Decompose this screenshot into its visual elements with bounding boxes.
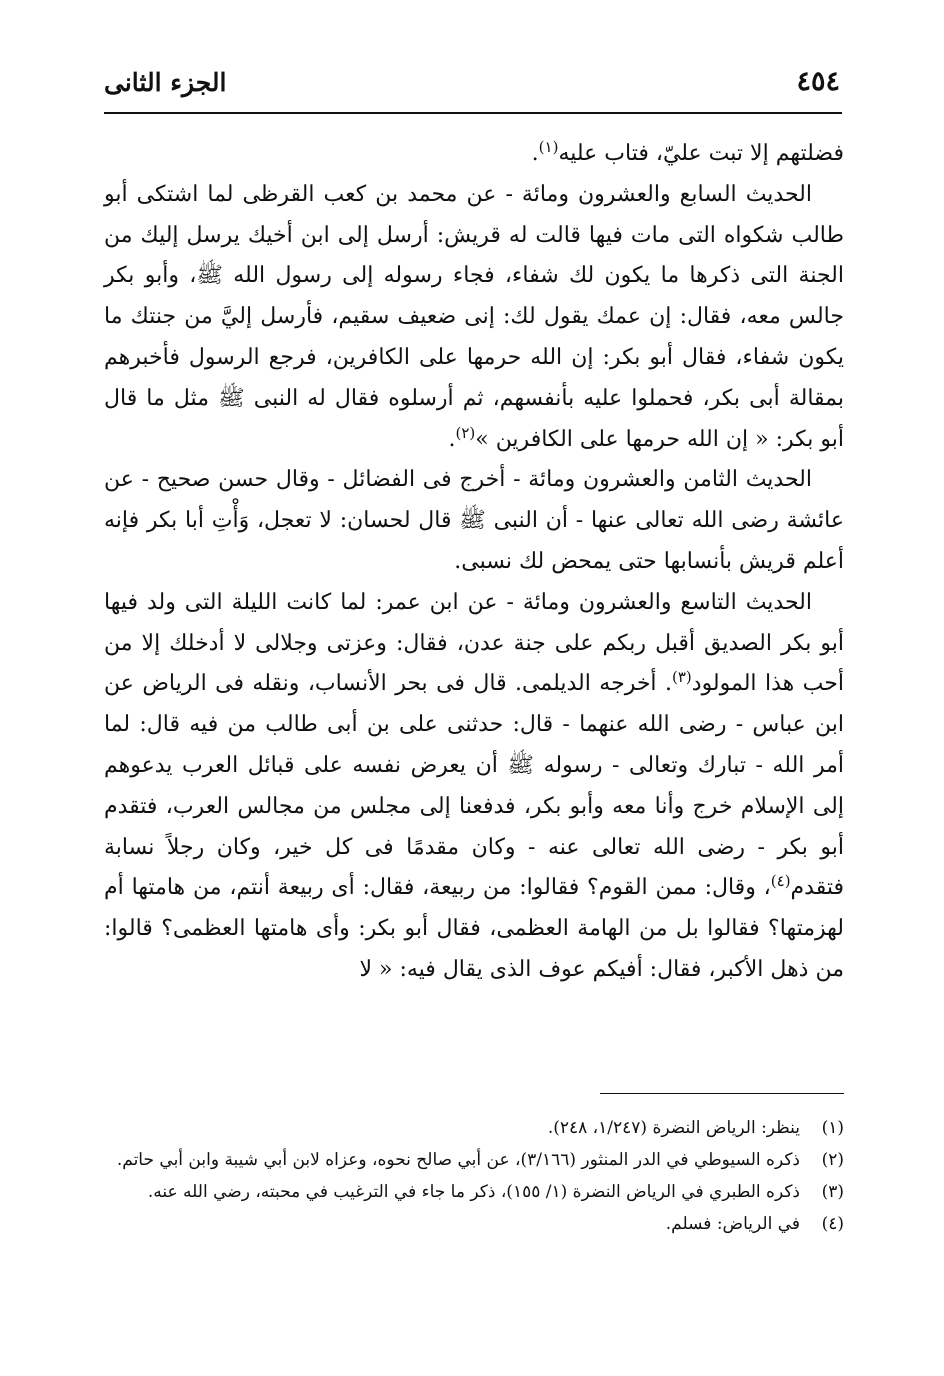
footnote-number: (١) <box>821 1118 844 1138</box>
footnote-text: في الرياض: فسلم. <box>665 1214 800 1234</box>
main-text <box>104 134 844 991</box>
paragraph-2-text: الحديث السابع والعشرون ومائة - عن محمد بن كعب القرظى لما اشتكى أبو طالب شكواه التى مات فيها قالت له قريش: أرسل إلى ابن أخيك يرسل إليك من الجنة التى ذكرها ما يكون لك شفاء، فجاء رسوله إلى رسول الله ﷺ، وأبو بكر جالس معه، فقال: إن عمك يقول لك: إنى ضعيف سقيم، فأرسل إليَّ من جنتك ما يكون شفاء، فقال أبو بكر: إن الله حرمها على الكافرين، فرجع الرسول فأخبرهم بمقالة أبى بكر، فحملوا عليه بأنفسهم، ثم أرسلوه فقال له النبى ﷺ مثل ما قال أبو بكر: « إن الله حرمها على الكافرين » <box>104 181 844 452</box>
footnote-ref-2[interactable]: (٢) <box>455 423 476 442</box>
header-rule <box>104 112 842 114</box>
footnotes <box>104 1112 844 1240</box>
part-title: الجزء الثانى <box>104 68 227 97</box>
paragraph-4-text-b: . أخرجه الديلمى. قال فى بحر الأنساب، ونقله فى الرياض عن ابن عباس - رضى الله عنهما - قال: حدثنى على بن أبى طالب من فيه قال: لما أمر الله - تبارك وتعالى - رسوله ﷺ أن يعرض نفسه على قبائل العرب يدعوهم إلى الإسلام خرج وأنا معه وأبو بكر، فدفعنا إلى مجلس من مجالس العرب، فتقدم أبو بكر - رضى الله تعالى عنه - وكان مقدمًا فى كل خير، وكان رجلاً نسابة فتقدم <box>104 671 844 901</box>
footnote-separator <box>600 1093 844 1094</box>
footnote-3 <box>104 1176 844 1208</box>
paragraph-4-text-a: الحديث التاسع والعشرون ومائة - عن ابن عمر: لما كانت الليلة التى ولد فيها أبو بكر الصديق أقبل ربكم على جنة عدن، فقال: وعزتى وجلالى لا أدخلك إلا من أحب هذا المولود <box>104 589 844 697</box>
page-number: ٤٥٤ <box>796 66 840 97</box>
paragraph-4 <box>104 583 844 991</box>
paragraph-3: الحديث الثامن والعشرون ومائة - أخرج فى الفضائل - وقال حسن صحيح - عن عائشة رضى الله تعالى عنها - أن النبى ﷺ قال لحسان: لا تعجل، وَأْتِ أبا بكر فإنه أعلم قريش بأنسابها حتى يمحض لك نسبى. <box>104 467 844 574</box>
footnote-text: ينظر: الرياض النضرة (١/٢٤٧، ٢٤٨). <box>547 1118 800 1138</box>
footnote-ref-1[interactable]: (١) <box>538 138 559 156</box>
running-header <box>104 66 840 106</box>
footnote-ref-3[interactable]: (٣) <box>671 668 692 687</box>
paragraph-1 <box>104 134 844 175</box>
footnote-4 <box>104 1208 844 1240</box>
footnote-1 <box>104 1112 844 1144</box>
paragraph-1-text: فضلتهم إلا تبت عليّ، فتاب عليه <box>558 141 844 166</box>
footnote-number: (٣) <box>821 1182 844 1202</box>
footnote-2 <box>104 1144 844 1176</box>
paragraph-4-text-c: ، وقال: ممن القوم؟ فقالوا: من ربيعة، فقال: أى ربيعة أنتم، من هامتها أم لهزمتها؟ فقالوا بل من الهامة العظمى، فقال أبو بكر: وأى هامتها العظمى؟ قالوا: من ذهل الأكبر، فقال: أفيكم عوف الذى يقال فيه: « لا <box>104 875 844 982</box>
footnote-text: ذكره السيوطي في الدر المنثور (٣/١٦٦)، عن أبي صالح نحوه، وعزاه لابن أبي شيبة وابن أبي حاتم. <box>116 1150 800 1170</box>
footnote-ref-4[interactable]: (٤) <box>770 872 791 891</box>
footnote-text: ذكره الطبري في الرياض النضرة (١/ ١٥٥)، ذكر ما جاء في الترغيب في محبته، رضي الله عنه. <box>147 1182 800 1202</box>
footnote-number: (٢) <box>821 1150 844 1170</box>
paragraph-2 <box>104 175 844 461</box>
paragraph-2-end: . <box>448 426 456 452</box>
paragraph-1-end: . <box>531 141 539 166</box>
footnote-number: (٤) <box>821 1214 844 1234</box>
